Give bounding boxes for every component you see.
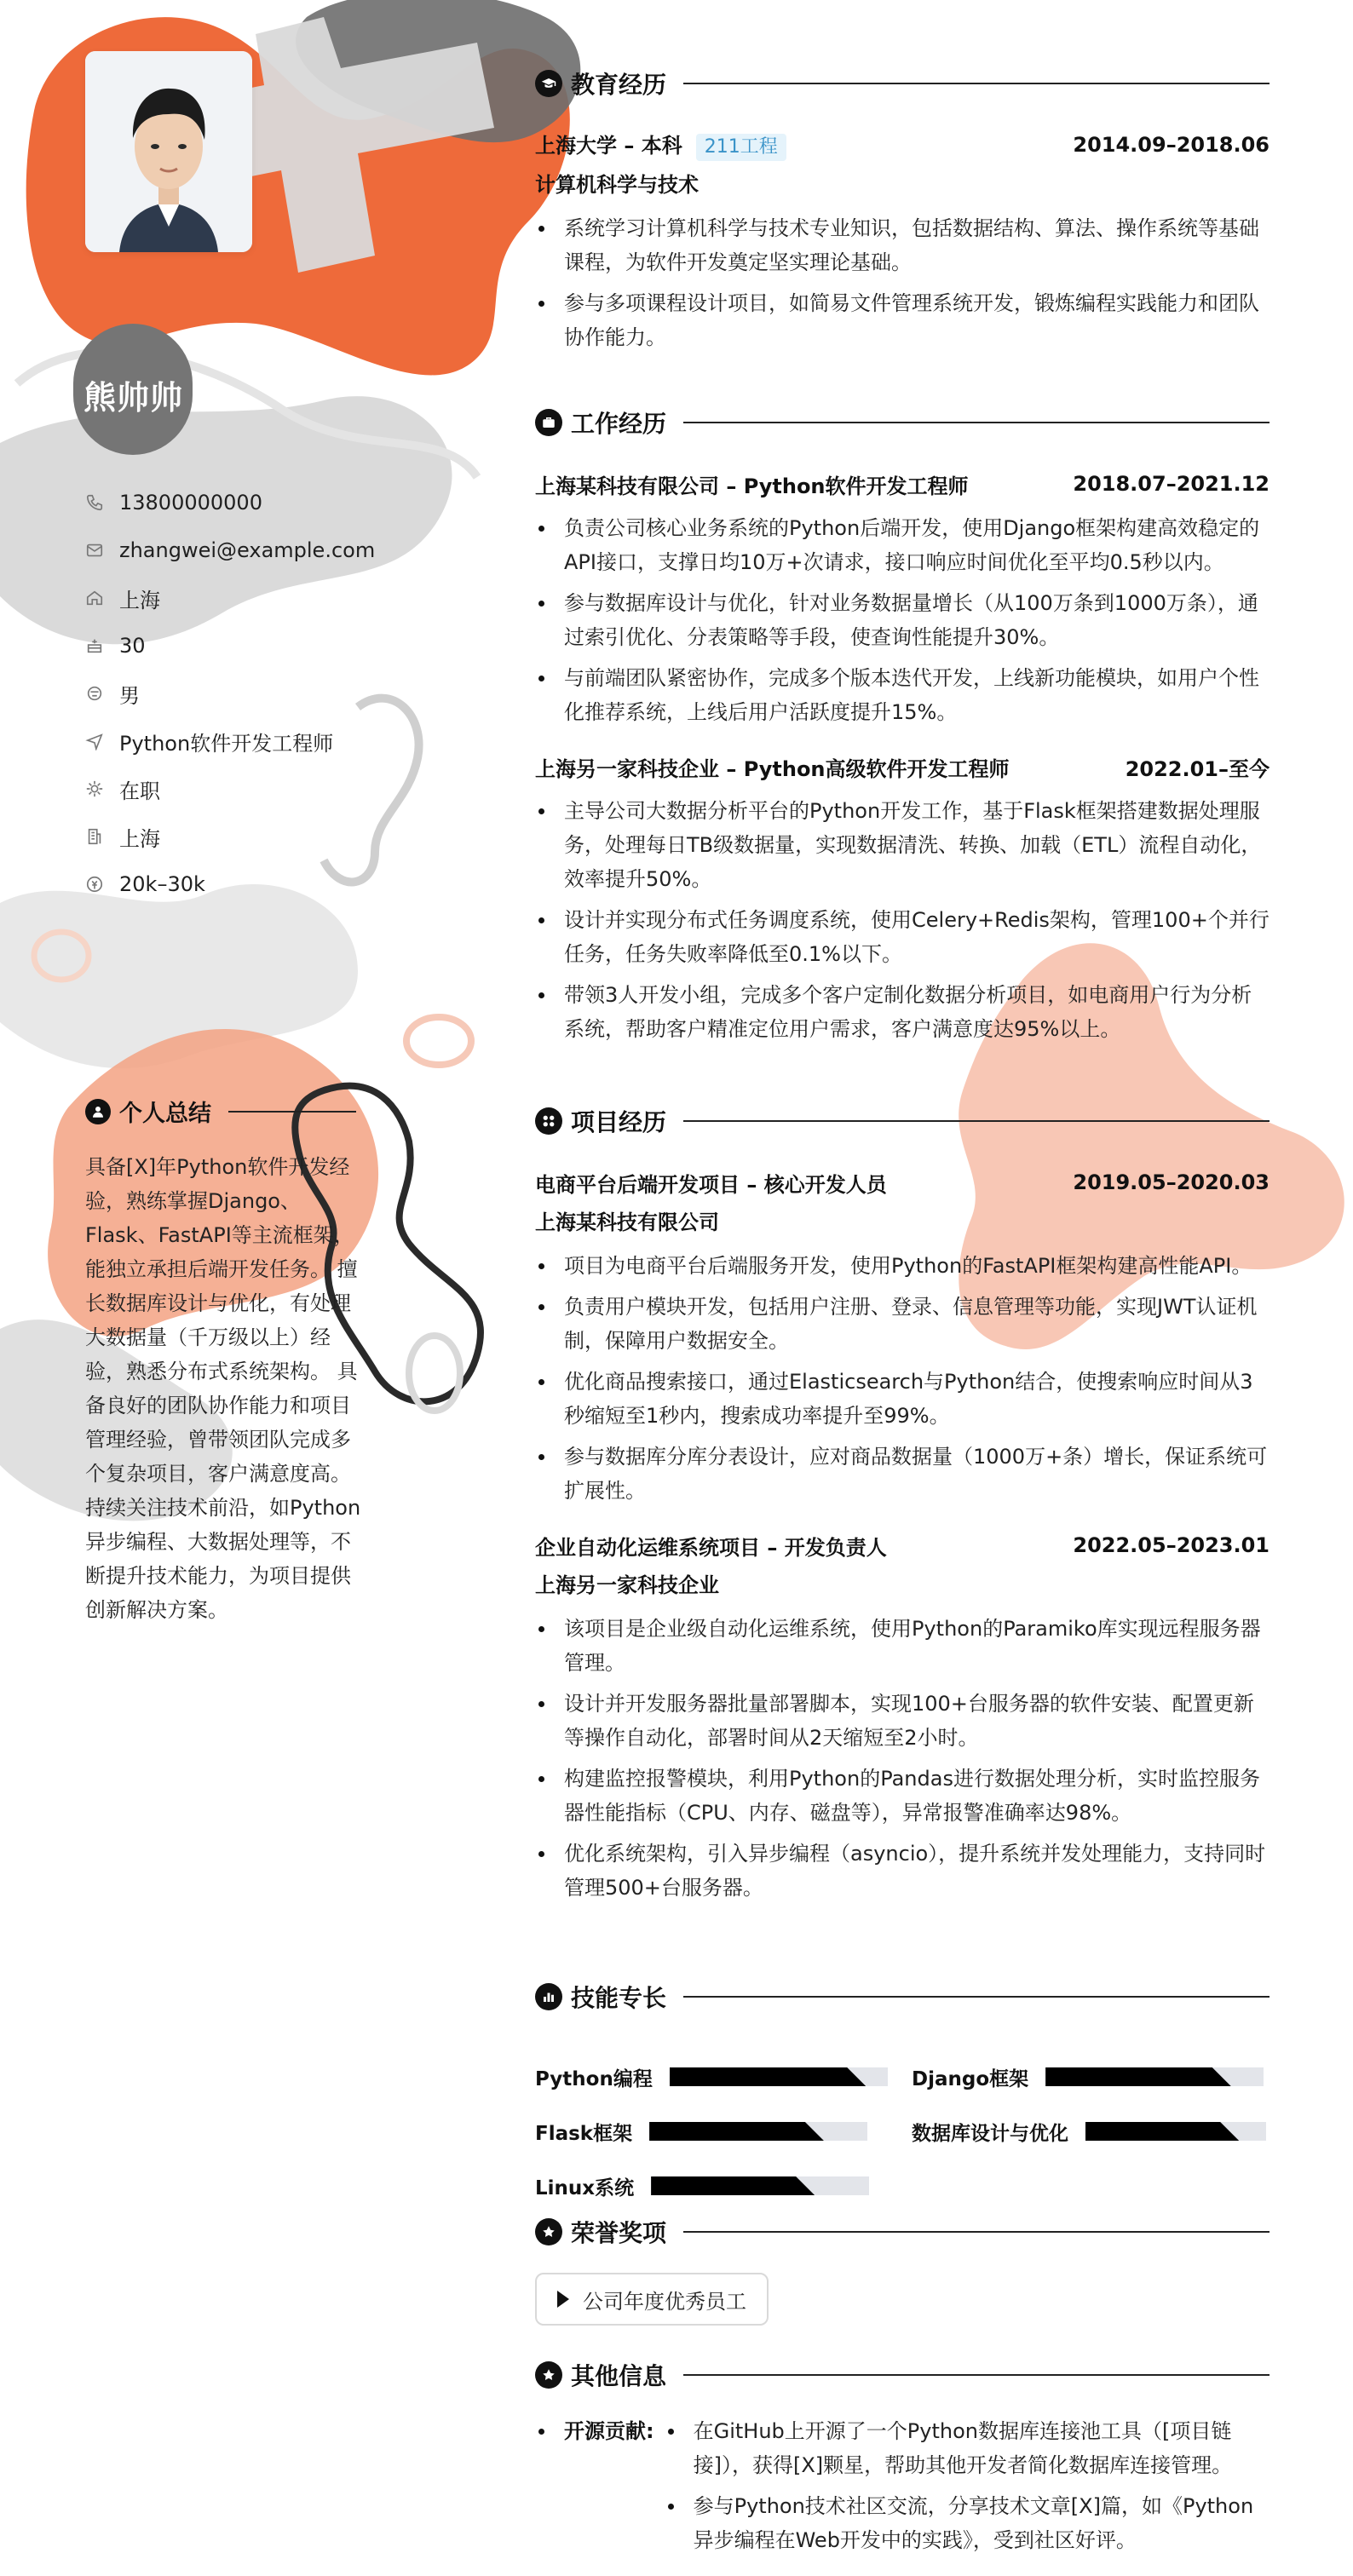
open-source-label: 开源贡献: (535, 2414, 654, 2564)
info-email (85, 526, 375, 574)
info-gender (85, 670, 375, 717)
chart-icon (535, 1983, 562, 2010)
job-1-bullets (535, 511, 1270, 729)
info-city (85, 813, 375, 860)
play-icon (557, 2291, 569, 2308)
skill-label: Linux系统 (535, 2176, 635, 2199)
skill-linux (535, 2169, 869, 2203)
job-1-date: 2018.07–2021.12 (1073, 472, 1270, 496)
project-1-bullets (535, 1249, 1270, 1508)
list-item: 在GitHub上开源了一个Python数据库连接池工具（[项目链接]），获得[X]颗星，帮助其他开发者简化数据库连接管理。 (665, 2414, 1270, 2482)
list-item: 与前端团队紧密协作，完成多个版本迭代开发，上线新功能模块，如用户个性化推荐系统，上线后用户活跃度提升15%。 (535, 661, 1270, 729)
list-item: 参与数据库设计与优化，针对业务数据量增长（从100万条到1000万条），通过索引优化、分表策略等手段，使查询性能提升30%。 (535, 586, 1270, 654)
projects-heading (535, 1104, 1270, 1138)
skills-title: 技能专长 (571, 1984, 667, 2012)
open-source-block (535, 2414, 1270, 2564)
education-title: 教育经历 (571, 71, 667, 99)
email-text: zhangwei@example.com (119, 538, 376, 562)
phone-text: 13800000000 (119, 491, 262, 515)
building-icon (85, 827, 104, 846)
school-tag-badge: 211工程 (696, 134, 786, 161)
list-item: 项目为电商平台后端服务开发，使用Python的FastAPI框架构建高性能API。 (535, 1249, 1270, 1283)
major-name: 计算机科学与技术 (535, 173, 699, 197)
skill-bar (651, 2176, 869, 2195)
job-2-date: 2022.01–至今 (1125, 756, 1270, 781)
list-item: 优化系统架构，引入异步编程（asyncio），提升系统并发处理能力，支持同时管理500+台服务器。 (535, 1837, 1270, 1905)
list-item: 设计并实现分布式任务调度系统，使用Celery+Redis架构，管理100+个并行任务，任务失败率降低至0.1%以下。 (535, 903, 1270, 971)
award-icon (535, 2218, 562, 2245)
skill-python (535, 2060, 888, 2094)
city-text: 上海 (119, 826, 160, 851)
project-1-head (535, 1164, 1270, 1201)
project-2-title: 企业自动化运维系统项目 – 开发负责人 (535, 1535, 887, 1560)
project-2-head (535, 1527, 1270, 1564)
gender-icon (85, 684, 104, 703)
home-icon (85, 589, 104, 607)
summary-section (85, 1095, 366, 1627)
skill-bar (1085, 2122, 1266, 2141)
honors-section (535, 2215, 1270, 2326)
send-icon (85, 732, 104, 750)
avatar (85, 51, 252, 252)
list-item: 负责用户模块开发，包括用户注册、登录、信息管理等功能，实现JWT认证机制，保障用户数据安全。 (535, 1290, 1270, 1358)
work-heading (535, 405, 1270, 440)
status-text: 在职 (119, 779, 160, 803)
projects-divider (683, 1120, 1270, 1122)
skill-bar-fill (649, 2122, 824, 2141)
list-item: 带领3人开发小组，完成多个客户定制化数据分析项目，如电商用户行为分析系统，帮助客户精准定位用户需求，客户满意度达95%以上。 (535, 978, 1270, 1046)
skill-flask (535, 2114, 867, 2148)
gender-text: 男 (119, 683, 140, 708)
summary-divider (228, 1111, 356, 1113)
skill-bar-fill (1045, 2067, 1231, 2086)
skill-database (912, 2114, 1266, 2148)
project-1-date: 2019.05–2020.03 (1073, 1170, 1270, 1194)
honors-divider (683, 2231, 1270, 2233)
phone-icon (85, 493, 104, 512)
list-item: 负责公司核心业务系统的Python后端开发，使用Django框架构建高效稳定的API接口，支撑日均10万+次请求，接口响应时间优化至平均0.5秒以内。 (535, 511, 1270, 579)
education-heading (535, 66, 1270, 101)
list-item: 设计并开发服务器批量部署脚本，实现100+台服务器的软件安装、配置更新等操作自动化，部署时间从2天缩短至2小时。 (535, 1687, 1270, 1755)
skill-bar (1045, 2067, 1264, 2086)
honor-label: 公司年度优秀员工 (583, 2289, 746, 2314)
info-position (85, 717, 375, 765)
list-item: 该项目是企业级自动化运维系统，使用Python的Paramiko库实现远程服务器管理。 (535, 1612, 1270, 1680)
deco-ring-small (406, 1017, 471, 1065)
skill-bar-fill (1085, 2122, 1239, 2141)
honors-heading (535, 2215, 1270, 2249)
work-title: 工作经历 (571, 410, 667, 438)
info-icon (535, 2361, 562, 2389)
list-item: 参与多项课程设计项目，如简易文件管理系统开发，锻炼编程实践能力和团队协作能力。 (535, 286, 1270, 354)
project-2-bullets (535, 1612, 1270, 1905)
info-age (85, 622, 375, 670)
education-section (535, 66, 1270, 361)
summary-heading (85, 1095, 366, 1128)
school-name: 上海大学 – 本科 (535, 134, 682, 158)
skill-bar-fill (670, 2067, 866, 2086)
skill-bar (649, 2122, 867, 2141)
job-2-head (535, 748, 1270, 785)
list-item: 参与数据库分库分表设计，应对商品数据量（1000万+条）增长，保证系统可扩展性。 (535, 1440, 1270, 1508)
user-icon (85, 1099, 111, 1124)
mail-icon (85, 541, 104, 560)
profile-photo (85, 51, 252, 252)
education-entry-head (535, 126, 1270, 164)
summary-text: 具备[X]年Python软件开发经验，熟练掌握Django、Flask、FastAPI等主流框架，能独立承担后端开发任务。 擅长数据库设计与优化，有处理大数据量（千万级以上）经验，熟悉分布式系统架构。 具备良好的团队协作能力和项目管理经验，曾带领团队完成多个复杂项目，客户满意度高。 持续关注技术前沿，如Python异步编程、大数据处理等，不断提升技术能力，为项目提供创新解决方案。 (85, 1155, 361, 1622)
briefcase-icon (535, 409, 562, 436)
job-1-title: 上海某科技有限公司 – Python软件开发工程师 (535, 474, 969, 498)
project-2-date: 2022.05–2023.01 (1073, 1533, 1270, 1557)
project-1-company: 上海某科技有限公司 (535, 1210, 719, 1234)
open-source-bullets (665, 2414, 1270, 2564)
info-status (85, 765, 375, 813)
graduation-cap-icon (535, 70, 562, 97)
skill-django (912, 2060, 1264, 2094)
list-item: 参与Python技术社区交流，分享技术文章[X]篇，如《Python异步编程在Web开发中的实践》，受到社区好评。 (665, 2489, 1270, 2557)
candidate-name: 熊帅帅 (83, 379, 184, 417)
other-divider (683, 2374, 1270, 2376)
other-section (535, 2358, 1270, 2564)
other-title: 其他信息 (571, 2362, 667, 2390)
education-divider (683, 83, 1270, 84)
skills-grid (535, 2014, 1270, 2199)
skill-bar-fill (651, 2176, 815, 2195)
job-2-title: 上海另一家科技企业 – Python高级软件开发工程师 (535, 756, 1010, 781)
work-section (535, 405, 1270, 1053)
skill-label: Django框架 (912, 2067, 1029, 2090)
info-salary (85, 860, 375, 908)
job-2-bullets (535, 794, 1270, 1046)
list-item: 优化商品搜索接口，通过Elasticsearch与Python结合，使搜索响应时间从3秒缩短至1秒内，搜索成功率提升至99%。 (535, 1365, 1270, 1433)
skill-label: Flask框架 (535, 2122, 633, 2145)
cake-icon (85, 636, 104, 655)
info-phone (85, 479, 375, 526)
position-text: Python软件开发工程师 (119, 731, 334, 756)
location-text: 上海 (119, 588, 160, 612)
status-icon (85, 779, 104, 798)
skills-divider (683, 1996, 1270, 1998)
projects-title: 项目经历 (571, 1108, 667, 1136)
education-bullets (535, 211, 1270, 354)
skills-heading (535, 1980, 1270, 2014)
list-item: 构建监控报警模块，利用Python的Pandas进行数据处理分析，实时监控服务器性能指标（CPU、内存、磁盘等），异常报警准确率达98%。 (535, 1762, 1270, 1830)
projects-section (535, 1104, 1270, 1912)
age-text: 30 (119, 634, 146, 658)
skill-label: Python编程 (535, 2067, 653, 2090)
grid-icon (535, 1107, 562, 1135)
contact-info-list (85, 479, 375, 908)
job-1-head (535, 465, 1270, 503)
money-icon (85, 875, 104, 894)
other-heading (535, 2358, 1270, 2392)
skill-label: 数据库设计与优化 (912, 2122, 1068, 2145)
project-1-title: 电商平台后端开发项目 – 核心开发人员 (535, 1172, 887, 1197)
summary-title: 个人总结 (119, 1101, 211, 1127)
education-date: 2014.09–2018.06 (1073, 133, 1270, 157)
salary-text: 20k–30k (119, 872, 205, 896)
skills-section (535, 1980, 1270, 2199)
info-location (85, 574, 375, 622)
list-item: 主导公司大数据分析平台的Python开发工作，基于Flask框架搭建数据处理服务，处理每日TB级数据量，实现数据清洗、转换、加载（ETL）流程自动化，效率提升50%。 (535, 794, 1270, 896)
list-item: 系统学习计算机科学与技术专业知识，包括数据结构、算法、操作系统等基础课程，为软件开发奠定坚实理论基础。 (535, 211, 1270, 279)
skill-bar (670, 2067, 888, 2086)
honors-title: 荣誉奖项 (571, 2219, 667, 2247)
project-2-company: 上海另一家科技企业 (535, 1573, 719, 1597)
honor-item (535, 2273, 769, 2326)
work-divider (683, 422, 1270, 423)
